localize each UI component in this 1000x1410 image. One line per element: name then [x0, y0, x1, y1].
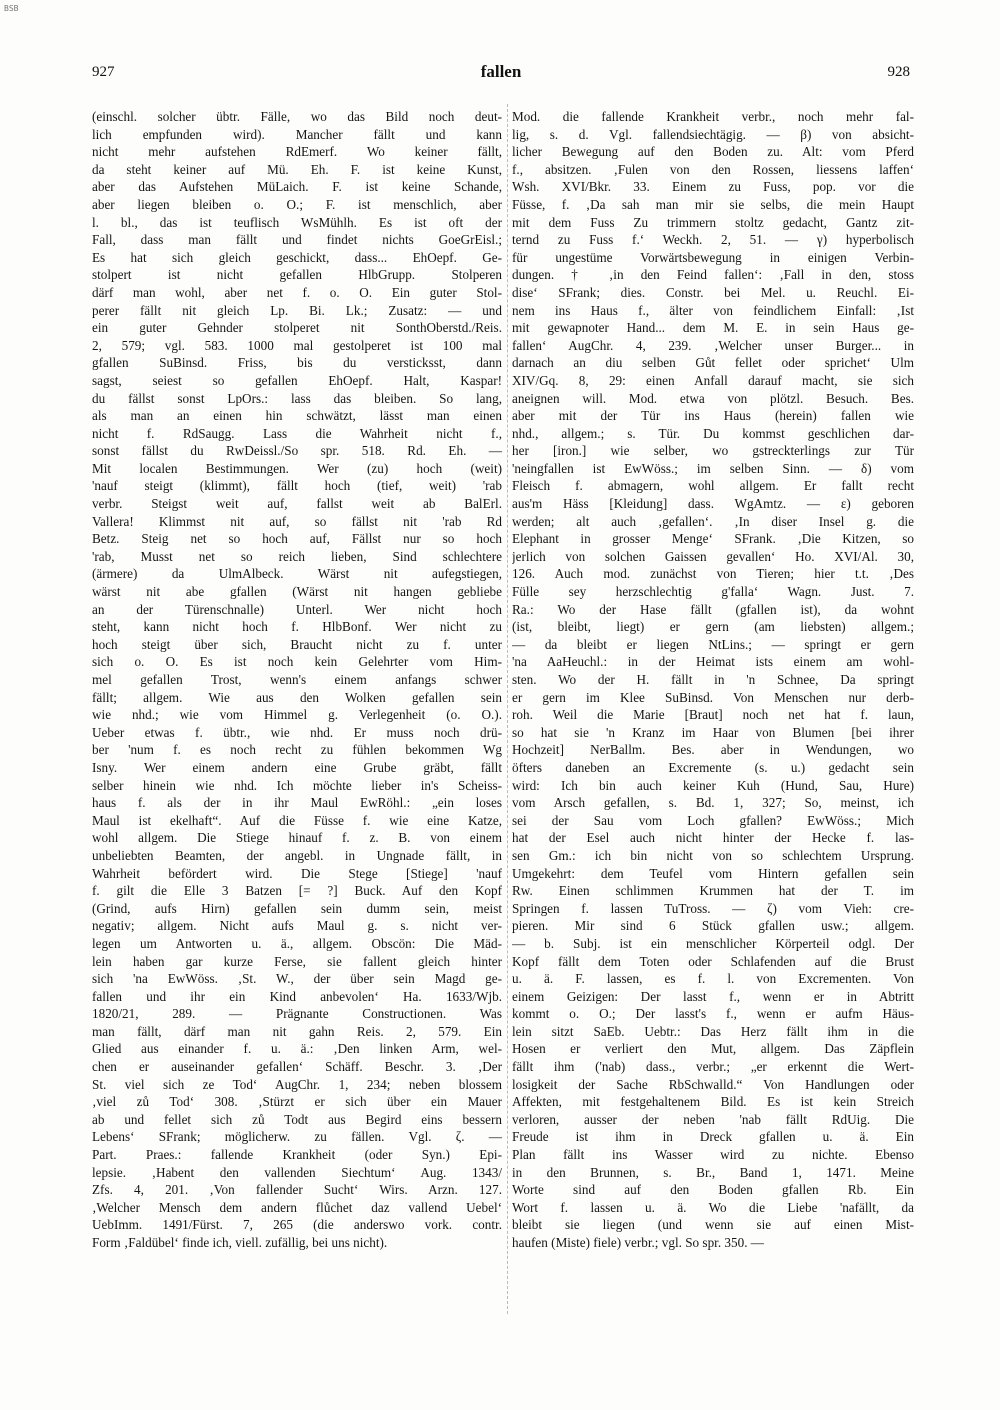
text-line: aber das Aufstehen MüLaich. F. ist keine Schande,	[92, 179, 502, 195]
text-line: UebImm. 1491/Fürst. 7, 265 (die anderswo vork. contr.	[92, 1217, 502, 1233]
text-line: Fülle sey herzschlechtig g'falla‘ Wagn. Just. 7.	[512, 584, 914, 600]
text-line: pieren. Mir sind 6 Stück gfallen usw.; allgem.	[512, 918, 914, 934]
text-line: fällt ihm ('nab) dass., verbr.; „er erkennt die Wert-	[512, 1059, 914, 1075]
text-line: sonst fällst du RwDeissl./So spr. 518. Rd. Eh. —	[92, 443, 502, 459]
text-line: nicht mehr aufstehen RdEmerf. Wo keiner fällt,	[92, 144, 502, 160]
text-line: Umgekehrt: dem Teufel vom Hintern gefallen sein	[512, 865, 914, 881]
text-line: als man an einen hin schwätzt, lässt man einen	[92, 408, 502, 424]
text-line: mit dem Fuss Zu trimmern stoltz gedacht, Gantz zit-	[512, 214, 914, 230]
text-line: haus f. als der in ihr Maul EwRöhl.: „ein loses	[92, 795, 502, 811]
text-line: wird: Ich bin auch keiner Kuh (Hund, Sau, Hure)	[512, 777, 914, 793]
text-line: ‚viel zů Tod‘ 308. ‚Stürzt er sich über ein Mauer	[92, 1094, 502, 1110]
text-line: St. viel sich ze Tod‘ AugChr. 1, 234; neben blossem	[92, 1076, 502, 1092]
text-line: sten. Wo der H. fällt in 'n Schnee, Da springt	[512, 672, 914, 687]
text-line: Affekten, mit festgehaltenem Bild. Es ist kein Streich	[512, 1094, 914, 1110]
text-line: einem Geizigen: Der lasst f., wenn er in Abtritt	[512, 988, 914, 1004]
text-line: stolpert ist nicht gefallen HlbGrupp. Stolperen	[92, 267, 502, 283]
text-line: (ist, bleibt, liegt) er gern (am liebsten) allgem.;	[512, 619, 914, 635]
text-line: 1820/21, 289. — Prägnante Constructionen. Was	[92, 1006, 502, 1022]
text-line: 'neingfallen ist EwWöss.; im selben Sinn. — δ) vom	[512, 460, 914, 476]
text-line: wohl allgem. Die Stiege hinauf f. z. B. von einem	[92, 830, 502, 846]
text-line: Fleisch f. abmagern, wohl allgem. Er fallt recht	[512, 478, 914, 494]
right-column	[512, 108, 914, 1252]
text-line: XIV/Gq. 8, 29: einen Anfall darauf macht, sie sich	[512, 372, 914, 388]
text-line: wärst nit abe gfallen (Wärst nit hangen gebliebe	[92, 584, 502, 600]
text-line: sagst, seiest so gefallen EhOepf. Halt, Kaspar!	[92, 372, 502, 388]
text-line: ternd zu Fuss f.‘ Weckh. 2, 51. — γ) hyperbolisch	[512, 232, 914, 248]
text-line: lig, s. d. Vgl. fallendsiechtägig. — β) von absicht-	[512, 126, 914, 142]
text-line: dungen. † ‚in den Feind fallen‘: ‚Fall in den, stoss	[512, 267, 914, 283]
text-line: därf man wohl, aber net f. o. O. Ein guter Stol-	[92, 284, 502, 300]
page-header	[92, 64, 910, 88]
text-line: — b. Subj. ist ein menschlicher Körperteil odgl. Der	[512, 935, 914, 951]
text-line: Füsse, f. ‚Da sah man mir sie selbs, die mein Haupt	[512, 196, 914, 212]
text-line: losigkeit der Sache RbSchwalld.“ Von Handlungen oder	[512, 1076, 914, 1092]
text-line: lein sitzt SaEb. Uebtr.: Das Herz fällt ihm in die	[512, 1023, 914, 1039]
text-line: Fall, dass man fällt und findet nichts GoeGrEisl.;	[92, 232, 502, 248]
left-column	[92, 108, 502, 1252]
text-line: Kopf fällt dem Toten oder Schlafenden auf die Brust	[512, 953, 914, 969]
text-line: Wahrheit befördert wird. Die Stege [Stiege] 'nauf	[92, 865, 502, 881]
text-line: du fällst sonst LpOrs.: lass das bleiben. So lang,	[92, 390, 502, 406]
text-line: mit gewapnoter Hand... dem M. E. in sein Haus ge-	[512, 320, 914, 336]
text-line: dise‘ SFrank; dies. Constr. bei Mel. u. Reuchl. Ei-	[512, 284, 914, 300]
text-line: f., absitzen. ‚Fulen von den Rossen, liessens laffen‘	[512, 161, 914, 177]
text-line: 'na AaHeuchl.: in der Heimat ists einem am wohl-	[512, 654, 914, 670]
text-line: gfallen SuBinsd. Friss, bis du versticksst, dann	[92, 355, 502, 371]
text-line: l. bl., das ist teuflisch WsMühlh. Es ist oft der	[92, 214, 502, 230]
text-line: man fällt, därf man nit gahn Reis. 2, 579. Ein	[92, 1023, 502, 1039]
text-line: nhd., allgem.; s. Tür. Du kommst geschlichen dar-	[512, 425, 914, 441]
text-line: Ra.: Wo der Hase fällt (gfallen ist), da wohnt	[512, 601, 914, 617]
text-line: nicht f. RdSaugg. Lass die Wahrheit nicht f.,	[92, 425, 502, 441]
text-line: so hat sie 'n Kranz im Haar von Blumen [bei ihrer	[512, 724, 914, 740]
text-line: aus'm Häss [Kleidung] dass. WgAmtz. — ε) geboren	[512, 496, 914, 512]
text-line: Plan fällt ins Wasser wird zu nichte. Ebenso	[512, 1147, 914, 1163]
text-line: 'rab, Musst net so reich lieben, Sind schlechtere	[92, 548, 502, 564]
text-line: Elephant in grosser Menge‘ SFrank. ‚Die Kitzen, so	[512, 531, 914, 547]
text-line: sich o. O. Es ist noch kein Gelehrter vom Him-	[92, 654, 502, 670]
text-line: ab und fellet sich zů Todt aus Begird eins bessern	[92, 1111, 502, 1127]
text-line: aber mit der Tür ins Haus (herein) fallen wie	[512, 408, 914, 424]
page-number-left: 927	[92, 64, 115, 80]
text-line: fällt; allgem. Wie aus den Wolken gefallen sein	[92, 689, 502, 705]
text-line: Form ‚Faldübel‘ finde ich, viell. zufällig, bei uns nicht).	[92, 1235, 388, 1250]
text-line: Wsh. XVI/Bkr. 33. Einem zu Fuss, pop. vor die	[512, 179, 914, 195]
text-line: an der Türenschnalle) Unterl. Wer nicht hoch	[92, 601, 502, 617]
text-line: Freude ist ihm in Dreck gfallen u. ä. Ein	[512, 1129, 914, 1145]
text-line: Isny. Wer einem andern eine Grube gräbt, fällt	[92, 759, 502, 775]
text-line: lich empfunden wird). Mancher fällt und kann	[92, 126, 502, 142]
text-line: Maul ist ekelhaft“. Auf die Füsse f. wie eine Katze,	[92, 812, 502, 828]
text-line: Lebens‘ SFrank; möglicherw. zu fällen. Vgl. ζ. —	[92, 1129, 502, 1145]
text-line: ein guter Gehnder stolperet nit SonthOberstd./Reis.	[92, 320, 502, 336]
text-line: er gern im Klee SuBinsd. Von Menschen nur derb-	[512, 689, 914, 705]
text-line: verloren, ausser der neben 'nab fällt RdUig. Die	[512, 1111, 914, 1127]
text-line: da steht keiner auf Mü. Eh. F. ist keine Kunst,	[92, 161, 502, 177]
text-line: (Grind, aufs Hirn) gefallen sein dumm sein, meist	[92, 900, 502, 916]
text-line: selber hinein wie nhd. Ich möchte lieber in's Scheiss-	[92, 777, 502, 793]
text-line: lein haben gar kurze Ferse, sie fallent gleich hinter	[92, 953, 502, 969]
text-line: Vallera! Klimmst nit auf, so fällst nit 'rab Rd	[92, 513, 502, 529]
text-line: aneignen will. Mod. etwa von plötzl. Besuch. Bes.	[512, 390, 914, 406]
text-line: 2, 579; vgl. 583. 1000 mal gestolperet ist 100 mal	[92, 337, 502, 353]
text-line: Part. Praes.: fallende Krankheit (oder Syn.) Epi-	[92, 1147, 502, 1163]
text-line: perer fällt nit gleich Lp. Bi. Lk.; Zusatz: — und	[92, 302, 502, 318]
text-line: Ueber etwas f. übtr., wie nhd. Er muss noch drü-	[92, 724, 502, 740]
text-line: negativ; allgem. Nicht aufs Maul g. s. nicht ver-	[92, 918, 502, 934]
text-line: legen um Antworten u. ä., allgem. Obscön: Die Mäd-	[92, 935, 502, 951]
text-line: Wort f. lassen u. ä. Wo die Liebe 'nafällt, da	[512, 1199, 914, 1215]
text-line: licher Bewegung auf den Boden zu. Alt: vom Pferd	[512, 144, 914, 160]
text-line: Betz. Steig net so hoch auf, Fällst nur so hoch	[92, 531, 502, 547]
headword: fallen	[480, 62, 522, 81]
text-line: sei der Sau vom Loch gfallen? EwWöss.; Mich	[512, 812, 914, 828]
text-line: öfters daneben an Excremente (s. u.) gedacht sein	[512, 759, 914, 775]
text-line: mel gefallen Trost, wenn's einem anfangs schwer	[92, 672, 502, 687]
text-line: darnach an diu selben Gůt fellet oder sprichet‘ Ulm	[512, 355, 914, 371]
column-divider	[507, 104, 508, 1314]
text-line: Worte sind auf den Boden gfallen Rb. Ein	[512, 1182, 914, 1198]
text-line: kommt o. O.; Der lasst's f., wenn er aufm Häus-	[512, 1006, 914, 1022]
text-line: her [iron.] wie selber, wo gstreckterlings zur Tür	[512, 443, 914, 459]
text-line: Springen f. lassen TuTross. — ζ) vom Vieh: cre-	[512, 900, 914, 916]
text-line: roh. Weil die Marie [Braut] noch net hat f. laun,	[512, 707, 914, 723]
text-line: Hosen er verliert den Mut, allgem. Das Zäpflein	[512, 1041, 914, 1057]
text-line: fallen‘ AugChr. 4, 239. ‚Welcher unser Burger... in	[512, 337, 914, 353]
library-stamp: BSB	[4, 4, 19, 13]
text-line: Mit localen Bestimmungen. Wer (zu) hoch (weit)	[92, 460, 502, 476]
text-line: Es hat sich gleich geschickt, dass... EhOepf. Ge-	[92, 249, 502, 265]
text-line: wie nhd.; wie vom Himmel g. Verlegenheit (o. O.).	[92, 707, 502, 723]
text-line: fallen und ihr ein Kind anbevolen‘ Ha. 1633/Wjb.	[92, 988, 502, 1004]
text-line: Hochzeit] NerBallm. Bes. aber in Wendungen, wo	[512, 742, 914, 758]
text-line: sen Gm.: ich bin nicht von so schlechtem Ursprung.	[512, 847, 914, 863]
text-line: Mod. die fallende Krankheit verbr., noch mehr fal-	[512, 109, 914, 124]
text-line: f. gilt die Elle 3 Batzen [= ?] Buck. Auf den Kopf	[92, 883, 502, 899]
text-line: Glied aus einander f. u. ä.: ‚Den linken Arm, wel-	[92, 1041, 502, 1057]
text-line: verbr. Steigst weit auf, fallst weit ab BalErl.	[92, 496, 502, 512]
text-line: aber liegen bleiben o. O.; F. ist menschlich, aber	[92, 196, 502, 212]
text-line: haufen (Miste) fiele) verbr.; vgl. So spr. 350. —	[512, 1235, 764, 1250]
text-line: chen er auseinander gefallen‘ Schäff. Beschr. 3. ‚Der	[92, 1059, 502, 1075]
text-line: — da bleibt er liegen NtLins.; — springt er gern	[512, 636, 914, 652]
text-line: 126. Auch mod. zunächst von Tieren; hier t.t. ‚Des	[512, 566, 914, 582]
text-line: in den Brunnen, s. Br., Band 1, 1471. Meine	[512, 1164, 914, 1180]
text-line: ber 'num f. es noch recht zu fühlen bekommen Wg	[92, 742, 502, 758]
text-line: hoch steigt über sich, Braucht nicht zu f. unter	[92, 636, 502, 652]
text-line: (ärmere) da UlmAlbeck. Wärst nit aufegstiegen,	[92, 566, 502, 582]
text-line: 'nauf steigt (klimmt), fällt hoch (tief, weit) 'rab	[92, 478, 502, 494]
text-line: vom Arsch gefallen, s. Bd. 1, 327; So, meinst, ich	[512, 795, 914, 811]
text-line: bleibt sie liegen (und wenn sie auf einen Mist-	[512, 1217, 914, 1233]
text-line: nem ins Haus f., älter von feindlichem Einfall: ‚Ist	[512, 302, 914, 318]
text-line: (einschl. solcher übtr. Fälle, wo das Bild noch deut-	[92, 109, 502, 124]
text-line: sich 'na EwWöss. ‚St. W., der über sein Magd ge-	[92, 971, 502, 987]
text-line: Rw. Einen schlimmen Krummen hat der T. im	[512, 883, 914, 899]
text-line: steht, kann nicht hoch f. HlbBonf. Wer nicht zu	[92, 619, 502, 635]
text-line: lepsie. ‚Habent den vallenden Siechtum‘ Aug. 1343/	[92, 1164, 502, 1180]
text-line: ‚Welcher Mensch dem andern flůchet daz vallend Uebel‘	[92, 1199, 502, 1215]
text-line: u. ä. F. lassen, es f. l. von Excrementen. Von	[512, 971, 914, 987]
text-line: werden; alt auch ‚gefallen‘. ‚In diser Insel g. die	[512, 513, 914, 529]
text-line: hat der Esel auch nicht hinter der Hecke f. las-	[512, 830, 914, 846]
text-line: jerlich von solchen Gaissen gevallen‘ Ho. XVI/Al. 30,	[512, 548, 914, 564]
text-line: unbeliebten Beamten, der angebl. in Ungnade fällt, in	[92, 847, 502, 863]
page-number-right: 928	[887, 64, 910, 80]
text-line: für ungestüme Vorwärtsbewegung in einigen Verbin-	[512, 249, 914, 265]
text-line: Zfs. 4, 201. ‚Von fallender Sucht‘ Wirs. Arzn. 127.	[92, 1182, 502, 1198]
